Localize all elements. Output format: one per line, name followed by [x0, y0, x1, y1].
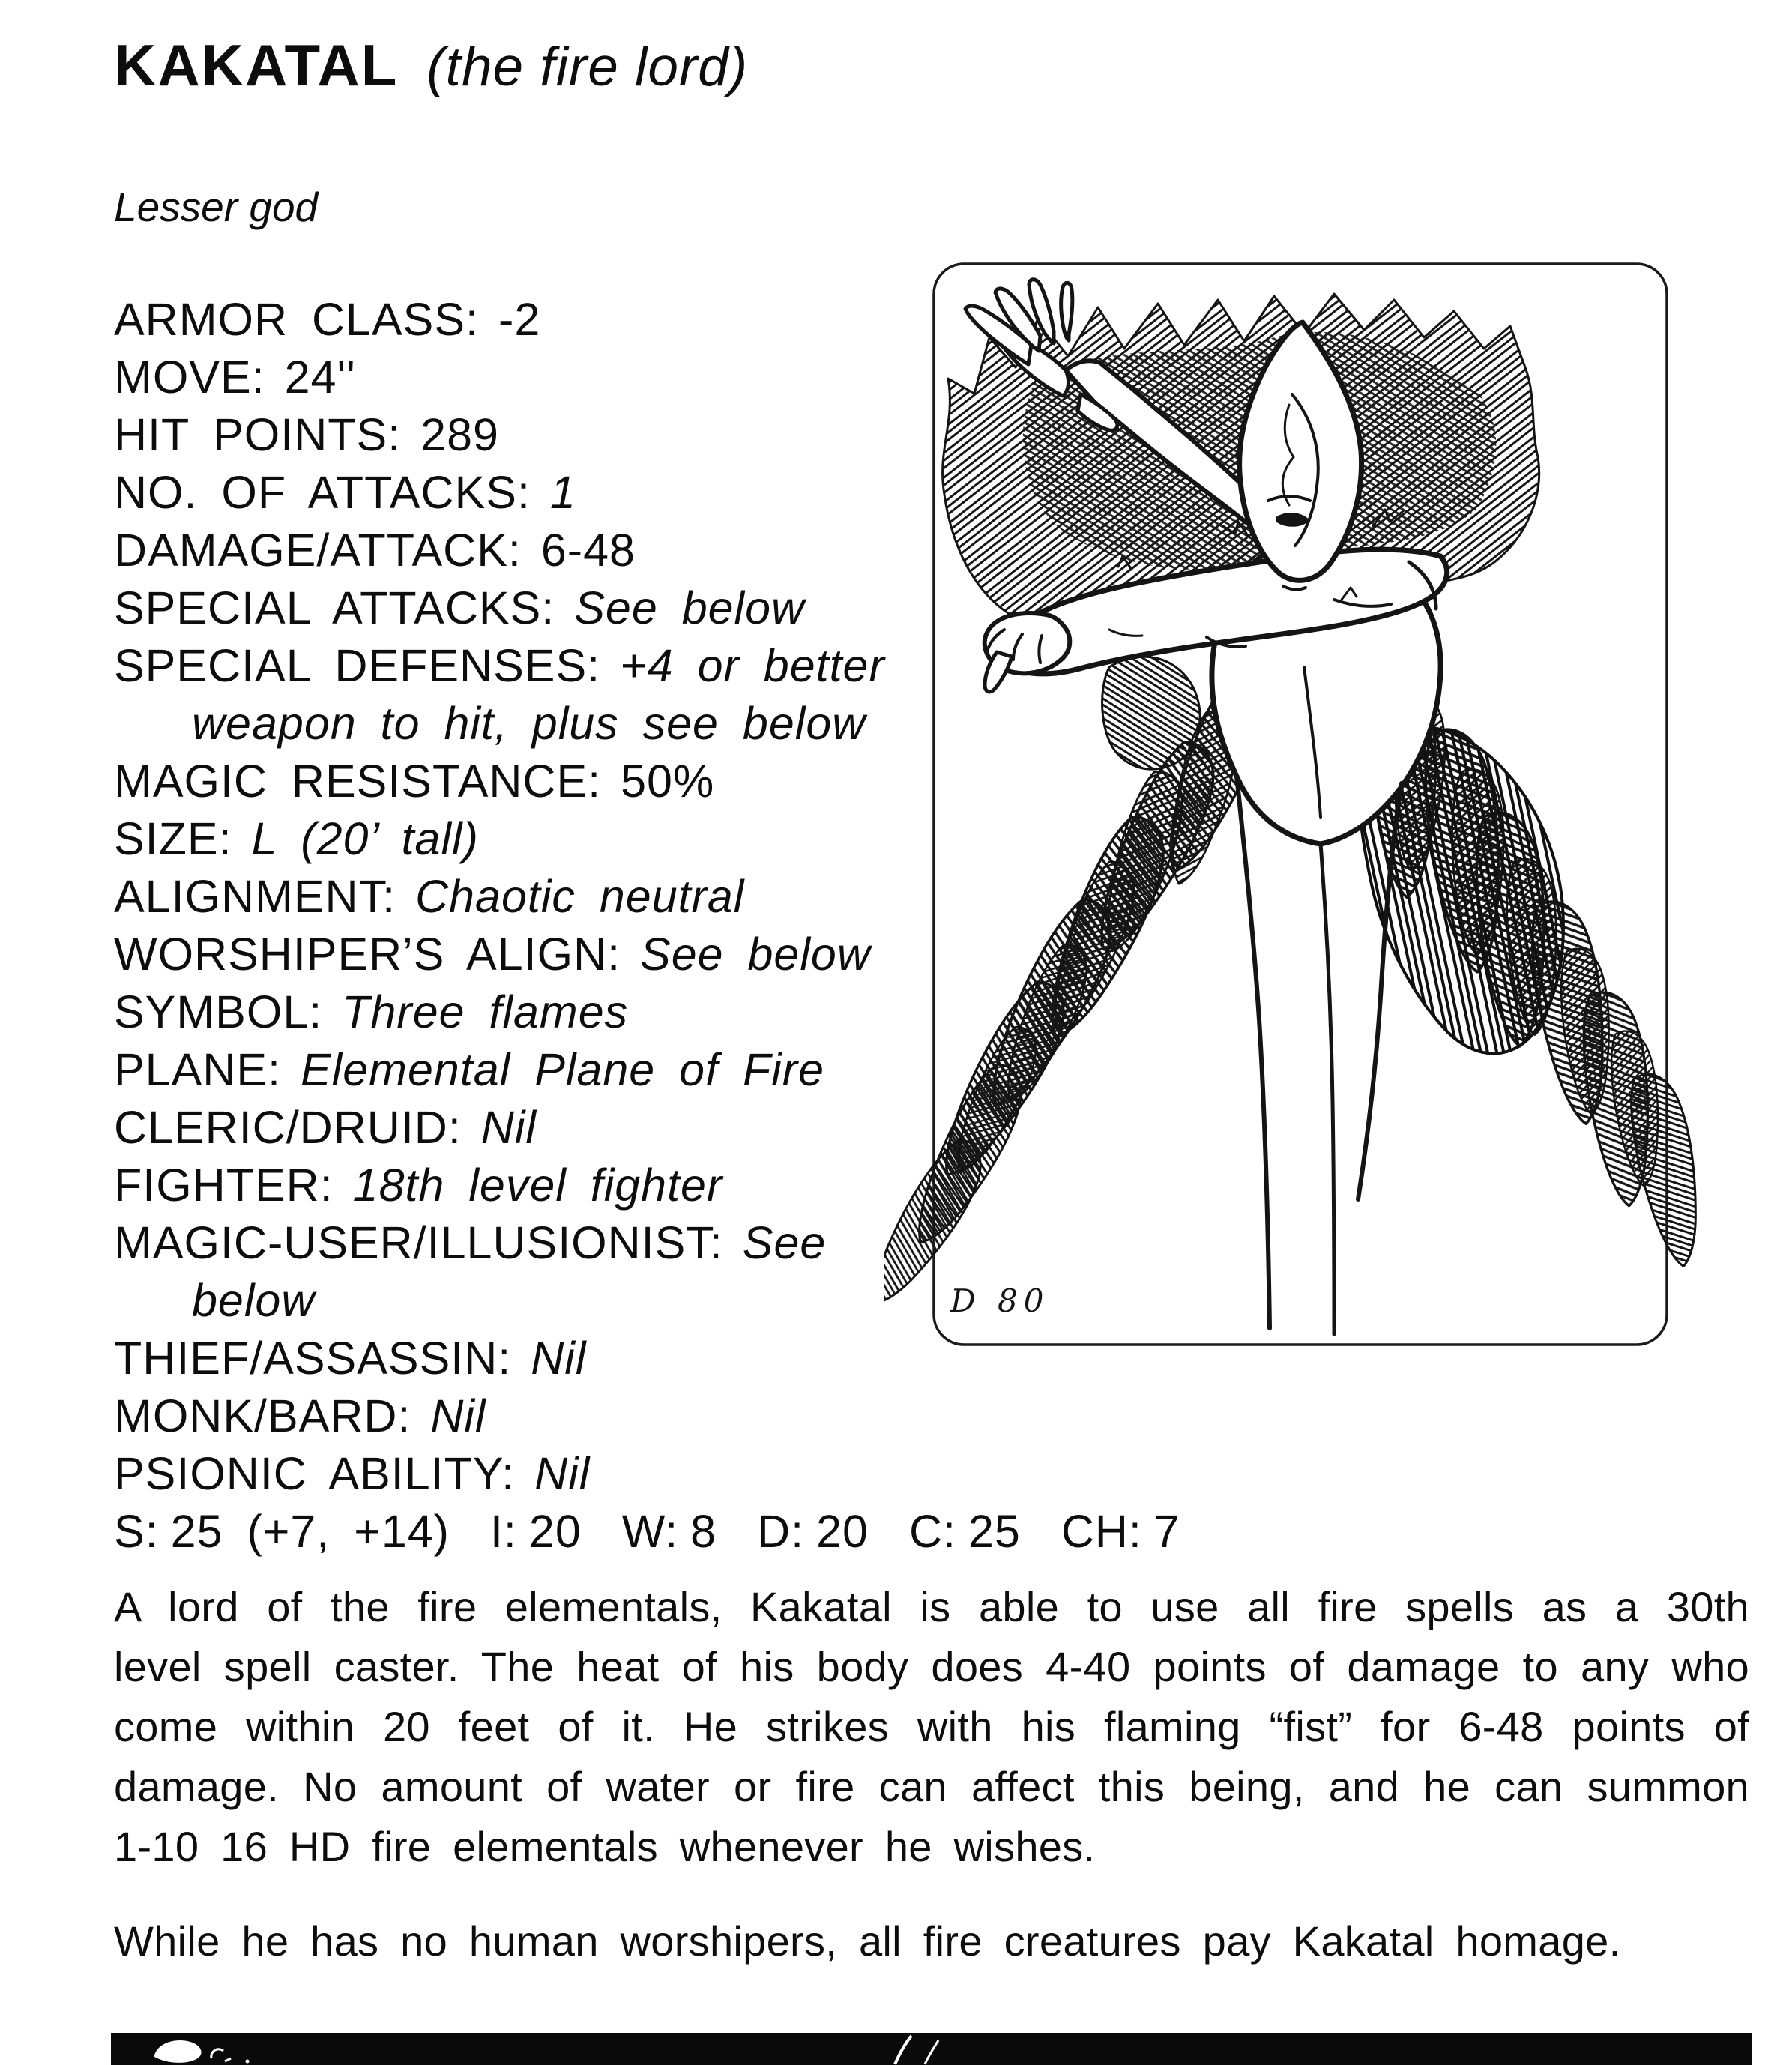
stat-value: -2	[498, 294, 541, 345]
artist-signature: D 80	[950, 1282, 1050, 1319]
stat-value: Nil	[430, 1390, 486, 1441]
stat-special-defenses-cont	[114, 695, 998, 753]
stat-symbol	[114, 983, 998, 1041]
stat-label: NO. OF ATTACKS:	[114, 467, 531, 518]
stat-magic-user-illusionist	[114, 1214, 998, 1272]
stat-value: +4 or better	[620, 640, 885, 691]
ability-label: C:	[908, 1506, 956, 1557]
stat-fighter	[114, 1157, 998, 1214]
stat-label: MONK/BARD:	[114, 1390, 411, 1441]
stat-size	[114, 810, 998, 868]
ability-value: 20	[528, 1506, 582, 1557]
ability-value: 25	[968, 1506, 1021, 1557]
stat-label: MAGIC-USER/ILLUSIONIST:	[114, 1217, 723, 1268]
stat-value-cont: below	[192, 1275, 316, 1326]
stat-plane	[114, 1041, 998, 1099]
ability-label: I:	[489, 1506, 517, 1557]
stat-magic-resistance	[114, 753, 998, 810]
stat-label: PSIONIC ABILITY:	[114, 1448, 516, 1499]
stat-value: Elemental Plane of Fire	[301, 1044, 825, 1095]
ability-intelligence	[490, 1503, 582, 1561]
ability-value: 20	[816, 1506, 869, 1557]
stat-value: See	[742, 1217, 827, 1268]
stat-label: DAMAGE/ATTACK:	[114, 525, 522, 576]
stat-worshipers-align	[114, 926, 998, 983]
deity-name: KAKATAL	[114, 32, 399, 98]
page-title	[114, 31, 748, 100]
stat-value: 289	[420, 409, 499, 460]
stat-alignment	[114, 868, 998, 926]
fire-lord-illustration	[884, 247, 1792, 1349]
stat-no-of-attacks	[114, 464, 998, 522]
stat-magic-user-illusionist-cont	[114, 1272, 998, 1330]
ability-strength	[114, 1503, 450, 1561]
ability-charisma	[1061, 1503, 1180, 1561]
ability-constitution	[909, 1503, 1021, 1561]
ability-label: CH:	[1061, 1506, 1142, 1557]
stat-value: Nil	[480, 1102, 537, 1153]
stat-value: 50%	[621, 756, 715, 807]
stat-move	[114, 349, 998, 406]
ability-value: 7	[1153, 1506, 1180, 1557]
stat-value: L (20’ tall)	[251, 813, 479, 864]
description-paragraph-1: A lord of the fire elementals, Kakatal is able to use all fire spells as a 30th level spell caster. The heat of his body does 4-40 points of damage to any who come within 20 feet of it. He strikes with his flaming “fist” for 6-48 points of damage. No amount of water or fire can affect this being, and he can summon 1-10 16 HD fire elementals whenever he wishes.	[114, 1583, 1749, 1870]
figure-fist	[985, 613, 1070, 692]
stat-special-attacks	[114, 579, 998, 637]
ability-scores-row	[114, 1503, 1180, 1561]
description-paragraph-2: While he has no human worshipers, all fire creatures pay Kakatal homage.	[114, 1917, 1621, 1965]
stat-psionic-ability	[114, 1445, 998, 1503]
deity-rank: Lesser god	[114, 184, 319, 230]
ability-label: W:	[621, 1506, 679, 1557]
ability-label: S:	[114, 1506, 159, 1557]
stat-value: 6-48	[540, 525, 636, 576]
stat-special-defenses	[114, 637, 998, 695]
stat-label: HIT POINTS:	[114, 409, 402, 460]
description-text	[114, 1577, 1749, 1971]
stat-label: SPECIAL DEFENSES:	[114, 640, 601, 691]
stat-value-cont: weapon to hit, plus see below	[192, 698, 866, 749]
ability-wisdom	[622, 1503, 717, 1561]
ability-dexterity	[757, 1503, 869, 1561]
ability-value: 8	[690, 1506, 717, 1557]
stat-label: SPECIAL ATTACKS:	[114, 582, 555, 633]
stat-value: Chaotic neutral	[415, 871, 745, 922]
stat-label: PLANE:	[114, 1044, 281, 1095]
stat-value: See below	[640, 929, 871, 980]
stat-label: ARMOR CLASS:	[114, 294, 479, 345]
stat-armor-class	[114, 291, 998, 349]
stat-monk-bard	[114, 1387, 998, 1445]
stat-label: MAGIC RESISTANCE:	[114, 756, 602, 807]
stat-label: FIGHTER:	[114, 1160, 334, 1211]
stat-label: THIEF/ASSASSIN:	[114, 1333, 512, 1384]
stat-cleric-druid	[114, 1099, 998, 1157]
bottom-artwork-strip	[111, 2033, 1752, 2065]
stat-damage-attack	[114, 522, 998, 579]
stat-value: See below	[574, 582, 806, 633]
stat-value: Nil	[531, 1333, 587, 1384]
stat-label: CLERIC/DRUID:	[114, 1102, 462, 1153]
ability-value: 25 (+7, +14)	[170, 1506, 450, 1557]
stat-label: WORSHIPER’S ALIGN:	[114, 929, 621, 980]
stat-label: SYMBOL:	[114, 986, 323, 1037]
stat-value: 18th level fighter	[352, 1160, 723, 1211]
stat-value: 24''	[284, 352, 356, 403]
stat-hit-points	[114, 406, 998, 464]
stat-value: 1	[549, 467, 576, 518]
strip-marks	[111, 2033, 1752, 2065]
stat-label: MOVE:	[114, 352, 265, 403]
stat-label: ALIGNMENT:	[114, 871, 396, 922]
stat-thief-assassin	[114, 1330, 998, 1387]
stat-value: Nil	[534, 1448, 591, 1499]
stat-value: Three flames	[342, 986, 629, 1037]
ability-label: D:	[757, 1506, 805, 1557]
deity-epithet: (the fire lord)	[426, 37, 749, 97]
stat-label: SIZE:	[114, 813, 232, 864]
